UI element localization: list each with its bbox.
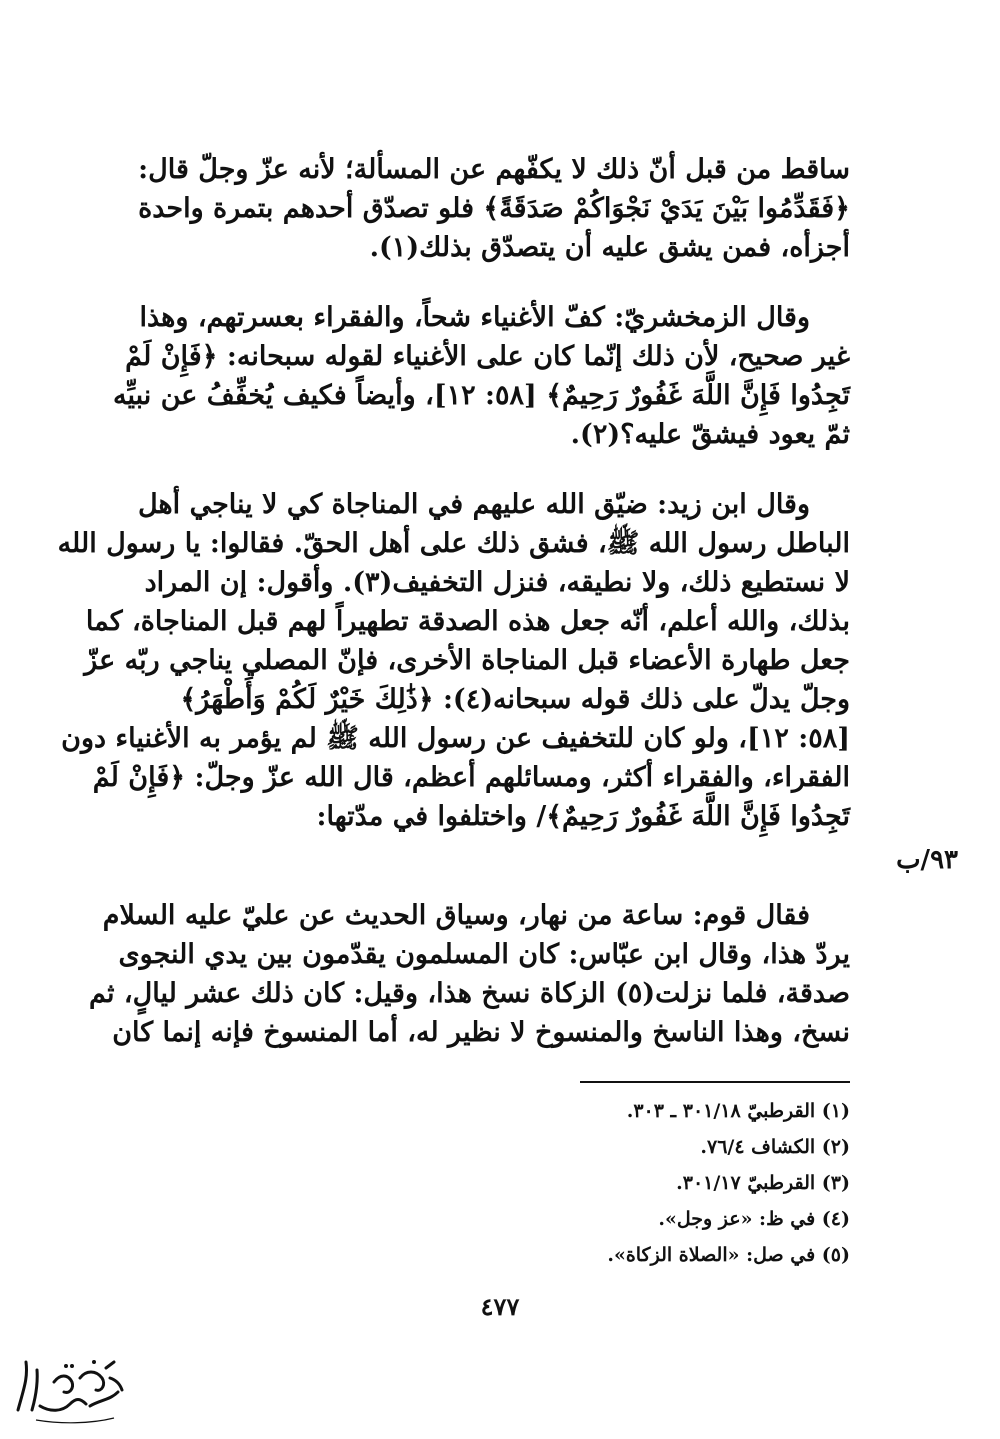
library-stamp-icon: [10, 1348, 130, 1428]
footnote: (٢) الكشاف ٧٦/٤.: [700, 1136, 850, 1158]
text-line: وقال ابن زيد: ضيّق الله عليهم في المناجاة كي لا يناجي أهل: [137, 489, 810, 520]
text-line: أجزأه، فمن يشق عليه أن يتصدّق بذلك(١).: [369, 232, 850, 263]
text-line: وقال الزمخشريّ: كفّ الأغنياء شحاً، والفقراء بعسرتهم، وهذا: [139, 302, 810, 333]
text-line: وجلّ يدلّ على ذلك قوله سبحانه(٤): ﴿ذَٰلِكَ خَيْرٌ لَكُمْ وَأَطْهَرُ﴾: [180, 684, 850, 715]
footnotes: [400, 1093, 850, 1273]
text-line: فقال قوم: ساعة من نهار، وسياق الحديث عن عليّ عليه السلام: [102, 900, 810, 931]
text-line: [٥٨: ١٢]، ولو كان للتخفيف عن رسول الله ﷺ لم يؤمر به الأغنياء دون: [61, 723, 850, 754]
text-line: تَجِدُوا فَإِنَّ اللَّهَ غَفُورٌ رَحِيمٌ﴾ [٥٨: ١٢]، وأيضاً فكيف يُخفِّفُ عن نبيِّه: [113, 380, 850, 411]
text-line: تَجِدُوا فَإِنَّ اللَّهَ غَفُورٌ رَحِيمٌ﴾/ واختلفوا في مدّتها:: [316, 801, 850, 832]
text-line: الفقراء، والفقراء أكثر، ومسائلهم أعظم، قال الله عزّ وجلّ: ﴿فَإِنْ لَمْ: [92, 762, 850, 793]
text-line: ﴿فَقَدِّمُوا بَيْنَ يَدَيْ نَجْوَاكُمْ صَدَقَةً﴾ فلو تصدّق أحدهم بتمرة واحدة: [138, 193, 850, 224]
footnote: (١) القرطبيّ ٣٠١/١٨ ـ ٣٠٣.: [626, 1100, 850, 1122]
page-number: ٤٧٧: [480, 1292, 520, 1321]
paragraph-1: [138, 150, 850, 267]
text-line: نسخ، وهذا الناسخ والمنسوخ لا نظير له، أما المنسوخ فإنه إنما كان: [112, 1017, 850, 1048]
text-line: غير صحيح، لأن ذلك إنّما كان على الأغنياء لقوله سبحانه: ﴿فَإِنْ لَمْ: [125, 341, 850, 372]
footnote: (٣) القرطبيّ ٣٠١/١٧.: [676, 1172, 850, 1194]
margin-folio-note: ٩٣/ب: [896, 845, 958, 875]
paragraph-2: [113, 298, 850, 454]
text-line: ساقط من قبل أنّ ذلك لا يكفّهم عن المسألة؛ لأنه عزّ وجلّ قال:: [138, 154, 850, 185]
paragraph-4: [89, 896, 850, 1052]
footnote: (٤) في ظ: «عز وجل».: [658, 1208, 850, 1230]
text-line: بذلك، والله أعلم، أنّه جعل هذه الصدقة تطهيراً لهم قبل المناجاة، كما: [85, 606, 850, 637]
text-line: الباطل رسول الله ﷺ، فشق ذلك على أهل الحقّ. فقالوا: يا رسول الله: [57, 528, 850, 559]
footnote-divider: [580, 1081, 850, 1083]
text-line: لا نستطيع ذلك، ولا نطيقه، فنزل التخفيف(٣). وأقول: إن المراد: [144, 567, 850, 598]
text-line: صدقة، فلما نزلت(٥) الزكاة نسخ هذا، وقيل: كان ذلك عشر ليالٍ، ثم: [89, 978, 850, 1009]
paragraph-3: [57, 485, 850, 836]
text-line: ثمّ يعود فيشقّ عليه؟(٢).: [570, 419, 850, 450]
footnote: (٥) في صل: «الصلاة الزكاة».: [607, 1244, 850, 1266]
text-line: يردّ هذا، وقال ابن عبّاس: كان المسلمون يقدّمون بين يدي النجوى: [118, 939, 850, 970]
text-line: جعل طهارة الأعضاء قبل المناجاة الأخرى، فإنّ المصلي يناجي ربّه عزّ: [84, 645, 850, 676]
